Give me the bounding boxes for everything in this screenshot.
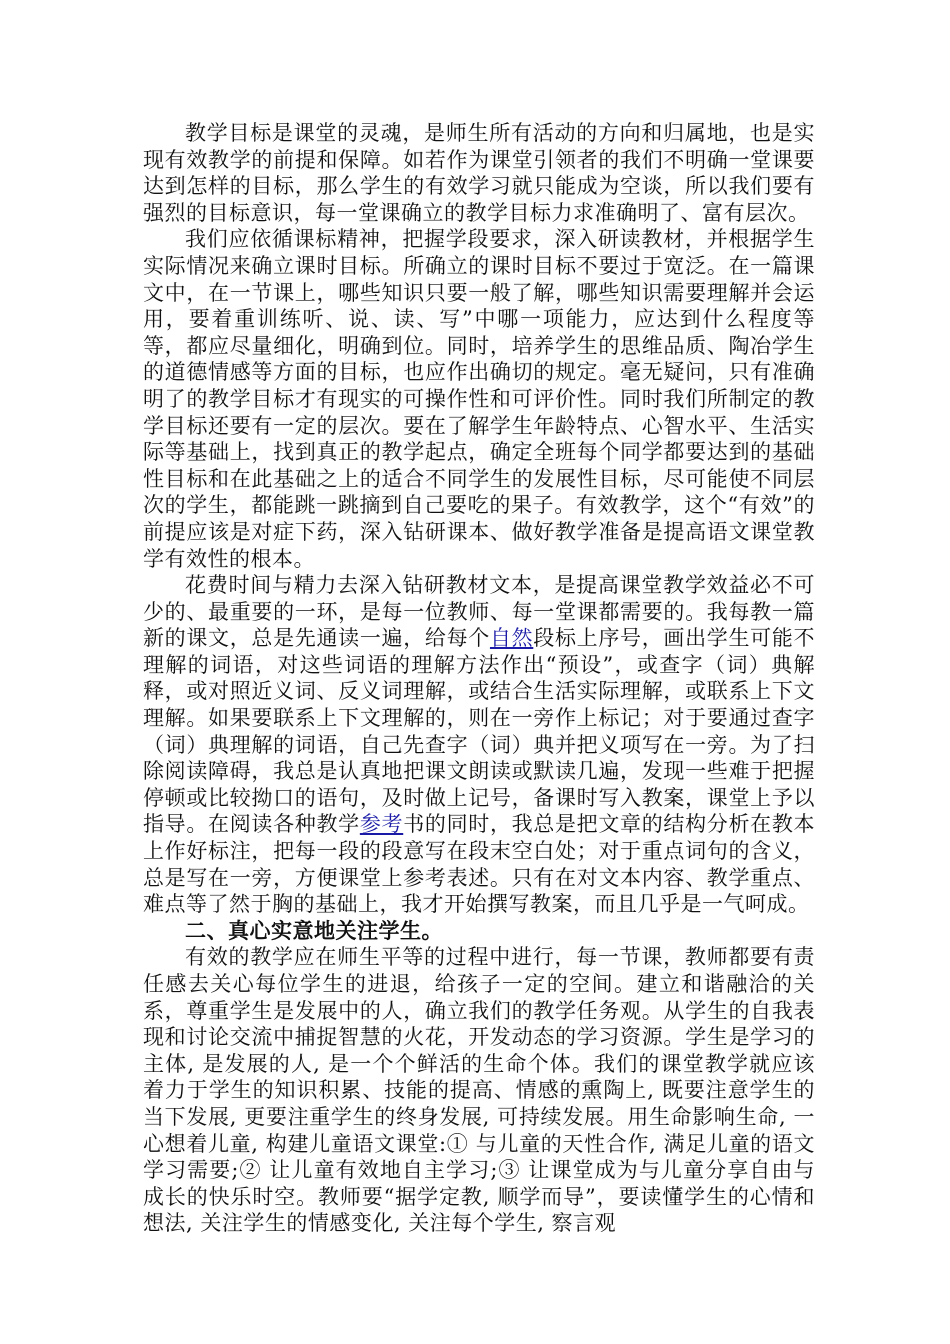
link-cankao[interactable]: 参考 — [359, 812, 404, 837]
paragraph-teaching-goals: 教学目标是课堂的灵魂，是师生所有活动的方向和归属地，也是实现有效教学的前提和保障。如若作为课堂引领者的我们不明确一堂课要达到怎样的目标，那么学生的有效学习就只能成为空谈，所以我们要有强烈的目标意识，每一堂课确立的教学目标力求准确明了、富有层次。 — [143, 121, 815, 225]
document-body — [143, 120, 815, 1237]
paragraph-text-part-c: 书的同时，我总是把文章的结构分析在教本上作好标注，把每一段的段意写在段末空白处；对于重点词句的含义，总是写在一旁，方便课堂上参考表述。只有在对文本内容、教学重点、难点等了然于胸的基础上，我才开始撰写教案，而且几乎是一气呵成。 — [143, 812, 816, 917]
paragraph-text-part-b: 段标上序号，画出学生可能不理解的词语，对这些词语的理解方法作出“预设”，或查字（词）典解释，或对照近义词、反义词理解，或结合生活实际理解，或联系上下文理解。如果要联系上下文理解的，则在一旁作上标记；对于要通过查字（词）典理解的词语，自己先查字（词）典并把义项写在一旁。为了扫除阅读障碍，我总是认真地把课文朗读或默读几遍，发现一些难于把握停顿或比较拗口的语句，及时做上记号，备课时写入教案，课堂上予以指导。在阅读各种教学 — [143, 626, 816, 837]
paragraph-curriculum-standards: 我们应依循课标精神，把握学段要求，深入研读教材，并根据学生实际情况来确立课时目标。所确立的课时目标不要过于宽泛。在一篇课文中，在一节课上，哪些知识只要一般了解，哪些知识需要理解并会运用，要着重训练听、说、读、写”中哪一项能力，应达到什么程度等等，都应尽量细化，明确到位。同时，培养学生的思维品质、陶冶学生的道德情感等方面的目标，也应作出确切的规定。毫无疑问，只有准确明了的教学目标才有现实的可操作性和可评价性。同时我们所制定的教学目标还要有一定的层次。要在了解学生年龄特点、心智水平、生活实际等基础上，找到真正的教学起点，确定全班每个同学都要达到的基础性目标和在此基础之上的适合不同学生的发展性目标，尽可能使不同层次的学生，都能跳一跳摘到自己要吃的果子。有效教学，这个“有效”的前提应该是对症下药，深入钻研课本、做好教学准备是提高语文课堂教学有效性的根本。 — [143, 227, 815, 571]
link-ziran[interactable]: 自然 — [489, 626, 534, 651]
paragraph-text-part-a: 花费时间与精力去深入钻研教材文本，是提高课堂教学效益必不可少的、最重要的一环，是每一位教师、每一堂课都需要的。我每教一篇新的课文，总是先通读一遍，给每个 — [143, 573, 815, 651]
paragraph-study-textbook — [143, 572, 815, 918]
section-heading-care-for-students: 二、真心实意地关注学生。 — [185, 917, 443, 943]
paragraph-effective-teaching: 有效的教学应在师生平等的过程中进行，每一节课，教师都要有责任感去关心每位学生的进退，给孩子一定的空间。建立和谐融洽的关系，尊重学生是发展中的人，确立我们的教学任务观。从学生的自我表现和讨论交流中捕捉智慧的火花，开发动态的学习资源。学生是学习的主体, 是发展的人, 是一个个鲜活的生命个体。我们的课堂教学就应该着力于学生的知识积累、技能的提高、情感的熏陶上, 既要注意学生的当下发展, 更要注重学生的终身发展, 可持续发展。用生命影响生命, 一心想着儿童, 构建儿童语文课堂:① 与儿童的天性合作, 满足儿童的语文学习需要;② 让儿童有效地自主学习;③ 让课堂成为与儿童分享自由与成长的快乐时空。教师要“据学定教, 顺学而导”，要读懂学生的心情和想法, 关注学生的情感变化, 关注每个学生, 察言观 — [143, 945, 815, 1236]
